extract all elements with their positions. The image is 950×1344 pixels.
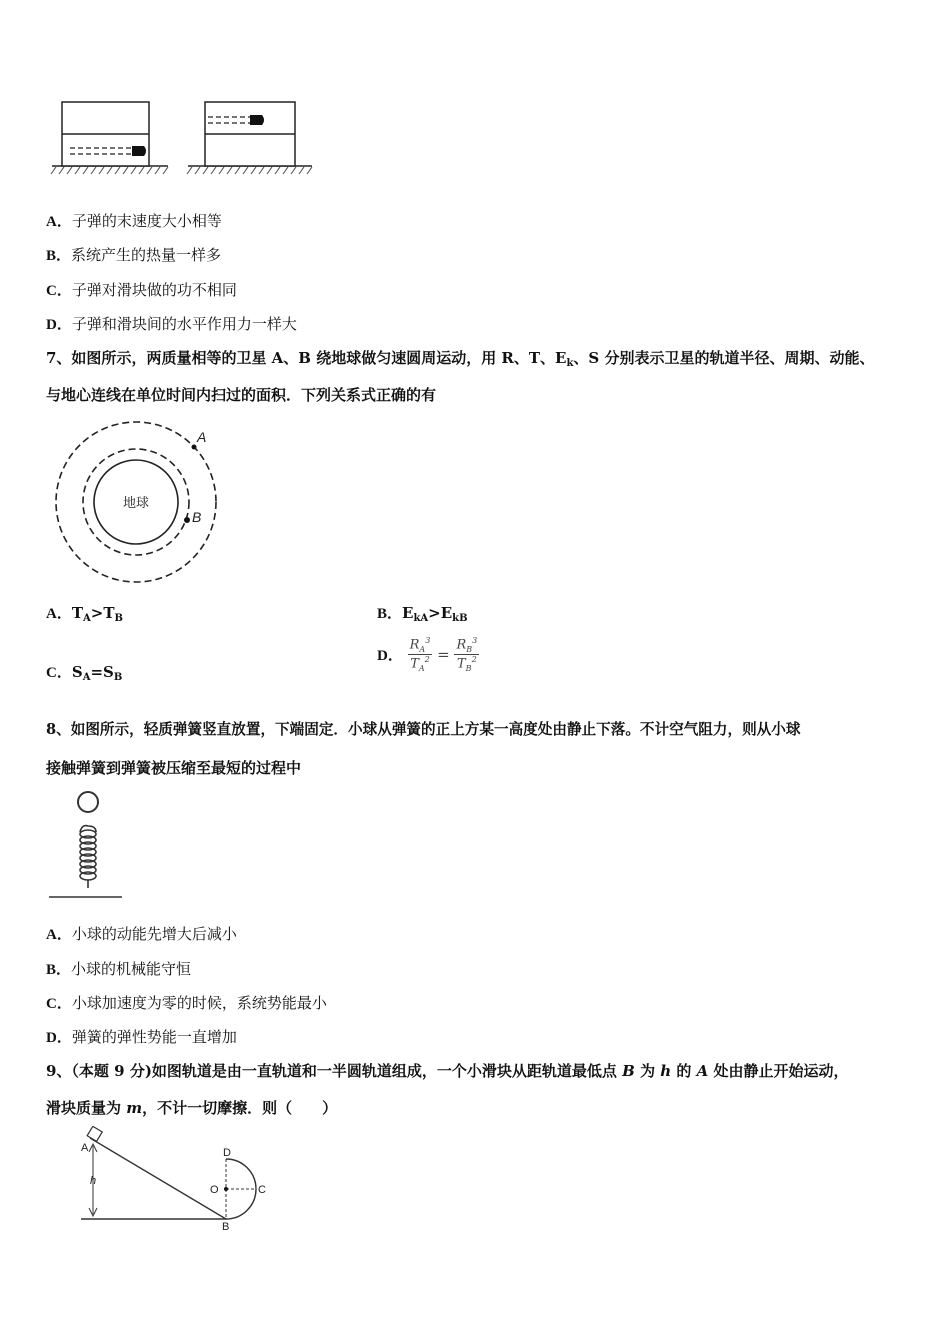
q7-stem-line2: 与地心连线在单位时间内扫过的面积．下列关系式正确的有 — [46, 386, 437, 404]
spring — [80, 826, 96, 888]
earth-label: 地球 — [122, 495, 150, 510]
point-b-label: B — [222, 1221, 230, 1233]
q8-option-a: A．小球的动能先增大后减小 — [46, 925, 237, 943]
option-text: 系统产生的热量一样多 — [71, 246, 222, 264]
option-label: A． — [46, 214, 72, 230]
point-a-label: A — [81, 1142, 89, 1154]
q6-option-c — [46, 280, 237, 301]
satellite-a-label: A — [197, 429, 207, 445]
q6-option-d — [46, 314, 297, 335]
option-text: 子弹和滑块间的水平作用力一样大 — [71, 315, 297, 333]
equals-sign: = — [437, 645, 450, 664]
option-label: B． — [46, 248, 72, 264]
satellite-b — [184, 517, 190, 523]
q9-stem-line1: 9、（本题 9 分)如图轨道是由一直轨道和一半圆轨道组成，一个小滑块从距轨道最低点 B 为 h 的 A 处由静止开始运动， — [46, 1062, 849, 1080]
fraction-left: $\frac{R_A^3}{T_A^2}$ — [409, 636, 431, 673]
q8-option-d: D．弹簧的弹性势能一直增加 — [46, 1028, 237, 1046]
point-d-label: D — [223, 1147, 231, 1159]
q9-stem-line2: 滑块质量为 m，不计一切摩擦．则（ ） — [46, 1099, 338, 1117]
q8-stem-line1: 8、如图所示，轻质弹簧竖直放置，下端固定．小球从弹簧的正上方某一高度处由静止下落。不计空气阻力，则从小球 — [46, 721, 801, 738]
q8-spring-figure — [46, 788, 126, 906]
option-label: D． — [377, 647, 403, 664]
point-o-label: O — [210, 1184, 219, 1196]
q7-option-b: B．$E_{kA}>E_{kB}$ — [377, 604, 468, 624]
option-text: 子弹的末速度大小相等 — [71, 212, 222, 230]
option-label: D． — [46, 317, 72, 333]
q8-stem-line2: 接触弹簧到弹簧被压缩至最短的过程中 — [46, 759, 302, 777]
height-label: h — [90, 1175, 97, 1187]
q9-track-figure — [76, 1126, 276, 1234]
option-text: 子弹对滑块做的功不相同 — [71, 281, 237, 299]
q7-option-d — [377, 636, 479, 673]
point-c-label: C — [258, 1184, 266, 1196]
q7-stem-line1: 7、如图所示，两质量相等的卫星 A、B 绕地球做匀速圆周运动，用 R、T、$E_k$、S 分别表示卫星的轨道半径、周期、动能、 — [46, 349, 875, 369]
satellite-a — [192, 445, 197, 450]
q8-option-c: C．小球加速度为零的时候，系统势能最小 — [46, 994, 327, 1012]
fraction-right: $\frac{R_B^3}{T_B^2}$ — [456, 636, 478, 673]
q7-option-a: A．$T_A>T_B$ — [46, 604, 123, 624]
ball — [78, 792, 98, 812]
q6-option-b — [46, 245, 221, 266]
q8-option-b: B．小球的机械能守恒 — [46, 960, 192, 978]
satellite-b-label: B — [192, 509, 202, 525]
option-label: C． — [46, 283, 72, 299]
q6-option-a — [46, 211, 222, 232]
q7-orbit-figure — [50, 420, 225, 590]
q6-figure — [50, 96, 320, 180]
slider-block — [87, 1126, 102, 1141]
q7-option-c: C．$S_A=S_B$ — [46, 663, 123, 683]
